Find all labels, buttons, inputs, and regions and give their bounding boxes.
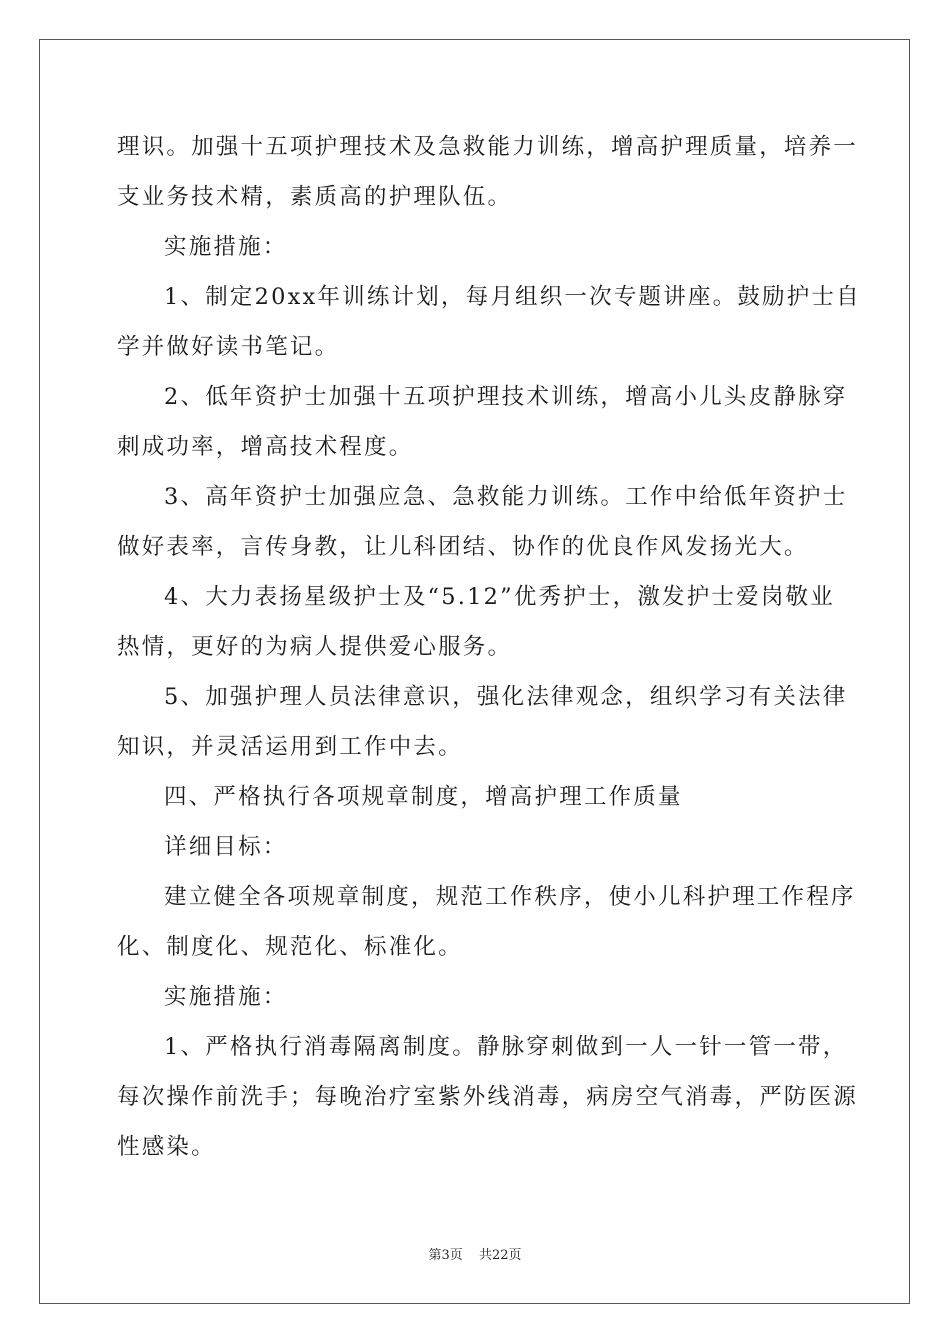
- text-line: 学并做好读书笔记。: [117, 334, 340, 360]
- page-footer: [0, 1244, 950, 1263]
- text-line: 理识。加强十五项护理技术及急救能力训练，增高护理质量，培养一: [117, 134, 859, 160]
- text-line: 2、低年资护士加强十五项护理技术训练，增高小儿头皮静脉穿: [164, 384, 848, 410]
- page-number: 第3页: [428, 1248, 463, 1263]
- document-body: [117, 122, 861, 1172]
- text-line: 实施措施：: [164, 234, 288, 260]
- text-line: 性感染。: [117, 1134, 216, 1160]
- section-heading: 四、严格执行各项规章制度，增高护理工作质量: [164, 784, 683, 810]
- text-line: 知识，并灵活运用到工作中去。: [117, 734, 463, 760]
- text-line: 1、制定20xx年训练计划，每月组织一次专题讲座。鼓励护士自: [164, 284, 861, 310]
- text-line: 做好表率，言传身教，让儿科团结、协作的优良作风发扬光大。: [117, 534, 809, 560]
- text-line: 5、加强护理人员法律意识，强化法律观念，组织学习有关法律: [164, 684, 848, 710]
- text-line: 支业务技术精，素质高的护理队伍。: [117, 184, 513, 210]
- text-line: 4、大力表扬星级护士及“5.12”优秀护士，激发护士爱岗敬业: [164, 584, 835, 610]
- text-block: [117, 122, 861, 1172]
- page-total: 共22页: [478, 1248, 522, 1263]
- text-line: 1、严格执行消毒隔离制度。静脉穿刺做到一人一针一管一带，: [164, 1034, 848, 1060]
- text-line: 3、高年资护士加强应急、急救能力训练。工作中给低年资护士: [164, 484, 848, 510]
- text-line: 刺成功率，增高技术程度。: [117, 434, 414, 460]
- text-line: 每次操作前洗手；每晚治疗室紫外线消毒，病房空气消毒，严防医源: [117, 1084, 859, 1110]
- text-line: 实施措施：: [164, 984, 288, 1010]
- text-line: 建立健全各项规章制度，规范工作秩序，使小儿科护理工作程序: [164, 884, 856, 910]
- text-line: 热情，更好的为病人提供爱心服务。: [117, 634, 513, 660]
- text-line: 化、制度化、规范化、标准化。: [117, 934, 463, 960]
- text-line: 详细目标：: [164, 834, 288, 860]
